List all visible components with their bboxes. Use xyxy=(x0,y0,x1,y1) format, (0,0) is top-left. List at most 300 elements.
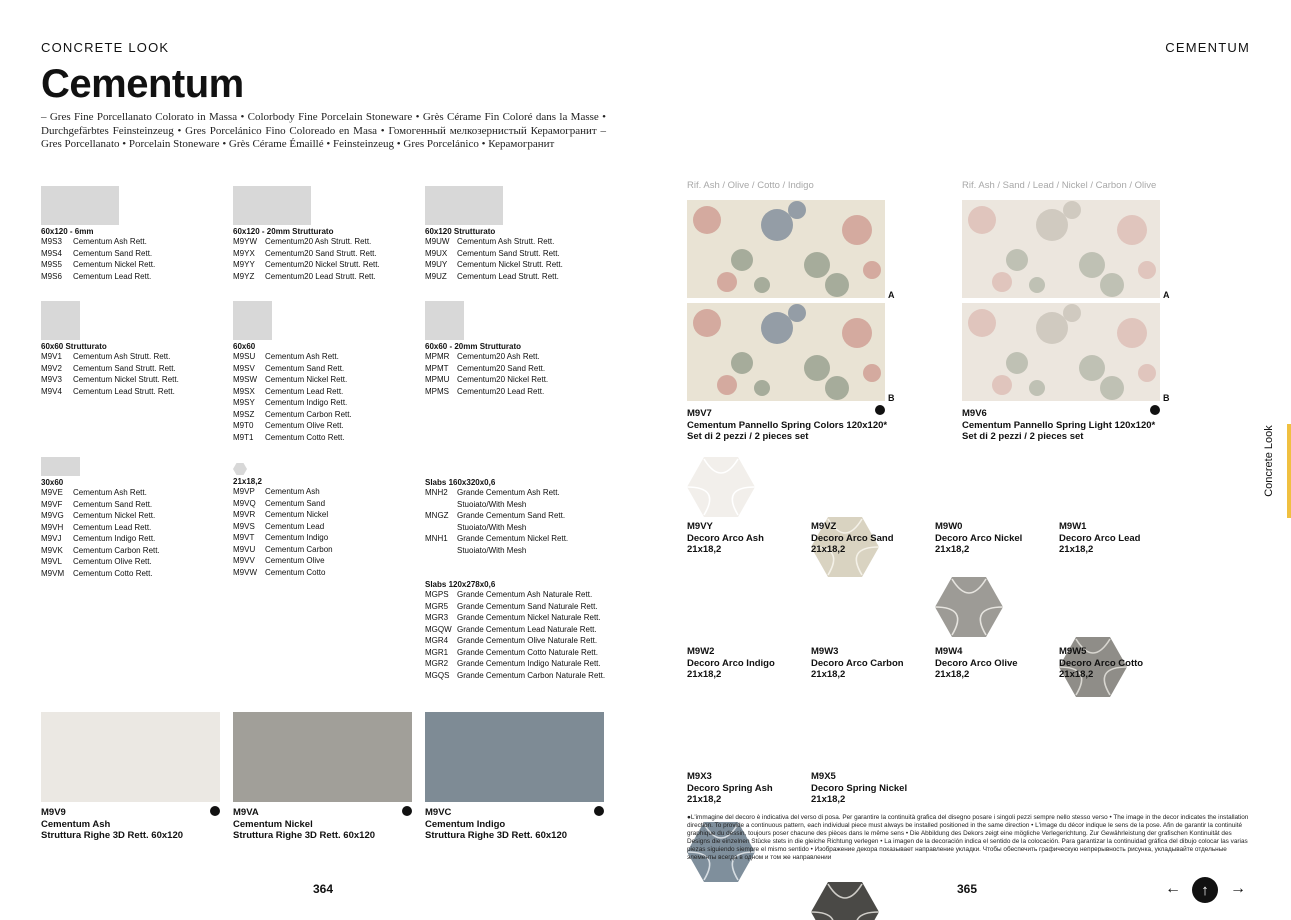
tile-description: Struttura Righe 3D Rett. 60x120 xyxy=(425,830,568,841)
product-name: Cementum20 Sand Strutt. Rett. xyxy=(265,248,377,258)
product-code: M9VU xyxy=(233,544,256,554)
direction-icon xyxy=(402,806,412,816)
product-list xyxy=(41,236,155,282)
decor-caption xyxy=(687,771,773,806)
decor-size: 21x18,2 xyxy=(1059,544,1094,555)
product-row xyxy=(233,432,352,444)
product-code: M9VH xyxy=(41,522,64,532)
product-name: Cementum Ash Rett. xyxy=(73,237,147,246)
product-row xyxy=(425,510,568,522)
decor-code: M9W5 xyxy=(1059,646,1087,657)
product-code: MGR3 xyxy=(425,613,449,622)
product-code: M9V2 xyxy=(41,363,62,373)
product-code: M9V3 xyxy=(41,375,62,384)
product-row xyxy=(233,498,333,510)
product-code: MPMR xyxy=(425,352,450,361)
product-list xyxy=(425,236,563,282)
product-code: MGPS xyxy=(425,590,449,599)
product-code: M9SX xyxy=(233,386,255,396)
decor-caption xyxy=(811,646,904,681)
product-name: Cementum Sand Rett. xyxy=(73,499,153,509)
panel-piece-a xyxy=(962,200,1160,298)
product-name: Cementum20 Ash Strutt. Rett. xyxy=(265,237,372,246)
panel-piece-b xyxy=(687,303,885,401)
section-label: CONCRETE LOOK xyxy=(41,40,170,55)
product-code: M9VJ xyxy=(41,534,62,543)
product-code: M9VL xyxy=(41,557,62,566)
product-row xyxy=(425,670,605,682)
product-name: Cementum20 Lead Rett. xyxy=(457,386,545,396)
decor-caption xyxy=(1059,521,1140,556)
product-code xyxy=(425,499,457,511)
product-name: Cementum Nickel Rett. xyxy=(73,260,156,269)
product-group xyxy=(425,478,568,556)
decor-size: 21x18,2 xyxy=(1059,669,1094,680)
arrow-up-icon: ↑ xyxy=(1201,881,1209,899)
format-swatch xyxy=(233,463,247,475)
decor-code: M9VY xyxy=(687,521,713,532)
group-title: 30x60 xyxy=(41,478,64,487)
product-name: Cementum Nickel Rett. xyxy=(265,375,348,384)
panel-reference: Rif. Ash / Sand / Lead / Nickel / Carbon / Olive xyxy=(962,180,1157,191)
tile-caption xyxy=(41,807,183,842)
product-name: Cementum Nickel Rett. xyxy=(73,511,156,520)
decor-code: M9W3 xyxy=(811,646,839,657)
product-row xyxy=(233,351,352,363)
product-row xyxy=(425,635,605,647)
format-swatch xyxy=(233,186,311,225)
tile-name: Cementum Ash xyxy=(41,818,111,830)
decor-caption xyxy=(687,521,764,556)
product-name: Grande Cementum Olive Naturale Rett. xyxy=(457,636,598,645)
product-name: Cementum Lead xyxy=(265,521,325,531)
product-name: Cementum Lead Rett. xyxy=(73,522,152,532)
page-number-left: 364 xyxy=(313,882,334,896)
direction-icon xyxy=(210,806,220,816)
scroll-top-button[interactable] xyxy=(1192,877,1218,903)
product-name: Grande Cementum Indigo Naturale Rett. xyxy=(457,659,601,668)
product-code: M9S4 xyxy=(41,248,62,258)
product-row xyxy=(41,545,160,557)
format-swatch xyxy=(233,301,272,340)
panel-set: Set di 2 pezzi / 2 pieces set xyxy=(962,431,1084,442)
panel-piece-a xyxy=(687,200,885,298)
product-row xyxy=(41,363,179,375)
panel-name: Cementum Pannello Spring Colors 120x120* xyxy=(687,419,888,431)
product-code: M9VG xyxy=(41,511,64,520)
product-group xyxy=(41,301,179,397)
product-name: Grande Cementum Sand Naturale Rett. xyxy=(457,601,598,611)
product-group xyxy=(233,301,352,443)
product-code: MPMT xyxy=(425,363,449,373)
product-code: M9YW xyxy=(233,237,257,246)
decor-code: M9W4 xyxy=(935,646,963,657)
product-row xyxy=(41,374,179,386)
product-code: M9SZ xyxy=(233,409,255,419)
product-name: Cementum Ash xyxy=(265,487,320,496)
product-name: Stuoiato/With Mesh xyxy=(457,545,527,555)
product-row xyxy=(41,271,155,283)
product-row xyxy=(41,487,160,499)
product-name: Cementum Cotto Rett. xyxy=(73,568,153,578)
product-code: M9T1 xyxy=(233,432,254,442)
product-name: Cementum Carbon xyxy=(265,544,333,554)
group-title: 60x60 xyxy=(233,342,256,351)
product-code: M9S3 xyxy=(41,237,62,246)
product-code: M9UX xyxy=(425,248,448,258)
product-list xyxy=(233,486,333,578)
next-page-button[interactable]: → xyxy=(1230,880,1246,897)
product-name: Cementum Lead Strutt. Rett. xyxy=(457,271,559,281)
product-name: Cementum Indigo Rett. xyxy=(265,398,348,407)
product-row xyxy=(425,363,548,375)
product-row xyxy=(233,544,333,556)
product-code: M9T0 xyxy=(233,421,254,430)
page-number-right: 365 xyxy=(957,882,978,896)
product-row xyxy=(425,499,568,511)
product-row xyxy=(425,271,563,283)
tile-caption xyxy=(425,807,567,842)
tile-caption xyxy=(233,807,375,842)
product-row xyxy=(233,386,352,398)
product-code: M9UY xyxy=(425,260,448,269)
product-code: M9VE xyxy=(41,488,63,497)
product-row xyxy=(425,612,605,624)
decor-code: M9X3 xyxy=(687,771,712,782)
product-row xyxy=(233,567,333,579)
tile-name: Cementum Indigo xyxy=(425,818,506,830)
product-code: M9UW xyxy=(425,237,450,246)
product-code: MGR5 xyxy=(425,601,449,611)
product-name: Cementum Carbon Rett. xyxy=(265,409,352,419)
decor-code: M9W0 xyxy=(935,521,963,532)
material-description: – Gres Fine Porcellanato Colorato in Massa • Colorbody Fine Porcelain Stoneware • Grès Cérame Fin Coloré dans la Masse • Durchgefärbtes Feinsteinzeug • Gres Porcelánico Fino Coloreado en Masa • Гомогенный мелкозернистый Керамогранит – Gres Porcellanato • Porcelain Stoneware • Grès Cérame Émaillé • Feinsteinzeug • Gres Porcelánico • Керамогранит xyxy=(41,111,606,150)
product-name: Cementum20 Sand Rett. xyxy=(457,363,546,373)
product-name: Cementum Indigo xyxy=(265,533,329,542)
product-name: Cementum20 Lead Strutt. Rett. xyxy=(265,271,376,281)
decor-size: 21x18,2 xyxy=(935,544,970,555)
installation-note: ●L'immagine del decoro è indicativa del verso di posa. Per garantire la continuità grafica del disegno posare i singoli pezzi sempre nello stesso verso • The image in the decor indicates the installation direction. To provide a continuous pattern, each individual piece must always be installed positioned in the same direction • L'image du décor indique le sens de la pose. Afin de garantir la continuité graphique du dessin, toujours poser chacune des pièces dans le même sens • Die Abbildung des Dekors zeigt eine mögliche Verlegerichtung. Zur Gewährleistung der grafischen Kontinuität des Designs die einzelnen Stücke stets in die gleiche Richtung verlegen • La imagen de la decoración indica el sentido de la colocación. Para garantizar la continuidad gráfica del dibujo colocar las varias piezas siguiendo siempre el mismo sentido • Изображение декора показывает направление укладки. Чтобы обеспечить графическую непрерывность рисунка, укладывайте отдельные элементы всегда в одном и том же направлении xyxy=(687,814,1249,861)
product-name: Cementum Olive Rett. xyxy=(73,557,152,566)
product-group xyxy=(425,580,605,681)
product-row xyxy=(233,259,380,271)
product-name: Cementum Cotto Rett. xyxy=(265,432,345,442)
product-code: MNGZ xyxy=(425,511,449,520)
product-code: M9SU xyxy=(233,352,256,361)
side-tab-label: Concrete Look xyxy=(1263,425,1275,497)
product-row xyxy=(425,522,568,534)
product-code: M9VT xyxy=(233,533,255,542)
collection-label: CEMENTUM xyxy=(1165,40,1250,55)
group-title: Slabs 160x320x0,6 xyxy=(425,478,496,487)
product-code: MGR4 xyxy=(425,636,449,645)
decor-caption xyxy=(1059,646,1143,681)
decor-caption xyxy=(811,521,894,556)
product-code: MGQW xyxy=(425,624,452,634)
decor-code: M9X5 xyxy=(811,771,836,782)
decor-size: 21x18,2 xyxy=(687,669,722,680)
product-row xyxy=(425,487,568,499)
format-swatch xyxy=(41,457,80,476)
product-code: M9V4 xyxy=(41,386,62,396)
decor-caption xyxy=(935,646,1018,681)
product-name: Cementum Ash Rett. xyxy=(265,352,339,361)
decor-name: Decoro Arco Carbon xyxy=(811,657,904,669)
decor-size: 21x18,2 xyxy=(811,794,846,805)
group-title: 60x120 - 6mm xyxy=(41,227,94,236)
product-code: M9VV xyxy=(233,556,255,565)
panel-mark: A xyxy=(1163,290,1170,300)
product-code: M9VW xyxy=(233,567,257,577)
product-name: Grande Cementum Nickel Rett. xyxy=(457,534,569,543)
direction-icon xyxy=(594,806,604,816)
decor-code: M9W2 xyxy=(687,646,715,657)
product-row xyxy=(425,374,548,386)
product-name: Grande Cementum Lead Naturale Rett. xyxy=(457,624,597,634)
product-row xyxy=(41,533,160,545)
decor-hex-tile xyxy=(687,457,755,517)
product-name: Cementum20 Nickel Strutt. Rett. xyxy=(265,260,380,269)
product-name: Cementum Olive xyxy=(265,556,325,565)
product-name: Cementum20 Ash Rett. xyxy=(457,352,540,361)
product-group xyxy=(41,457,160,579)
product-code: M9VF xyxy=(41,499,63,509)
tile-name: Cementum Nickel xyxy=(233,818,313,830)
decor-hex-tile xyxy=(935,577,1003,637)
product-name: Cementum Lead Rett. xyxy=(73,271,152,281)
product-row xyxy=(41,499,160,511)
product-row xyxy=(233,409,352,421)
product-name: Grande Cementum Ash Naturale Rett. xyxy=(457,590,593,599)
product-code: MGR2 xyxy=(425,659,449,668)
product-code: M9S6 xyxy=(41,271,62,281)
product-name: Cementum Lead Rett. xyxy=(265,386,344,396)
page-title: Cementum xyxy=(41,62,244,106)
group-title: 60x60 - 20mm Strutturato xyxy=(425,342,522,351)
product-name: Cementum Carbon Rett. xyxy=(73,545,160,555)
panel-mark: B xyxy=(1163,393,1170,403)
product-row xyxy=(41,248,155,260)
product-code: M9S5 xyxy=(41,260,62,269)
product-list xyxy=(41,351,179,397)
product-code xyxy=(425,545,457,557)
product-row xyxy=(41,510,160,522)
product-name: Cementum20 Nickel Rett. xyxy=(457,375,549,384)
product-row xyxy=(233,555,333,567)
product-name: Cementum Sand xyxy=(265,498,326,508)
product-list xyxy=(41,487,160,579)
product-row xyxy=(233,486,333,498)
product-name: Cementum Nickel Strutt. Rett. xyxy=(457,260,563,269)
product-group xyxy=(41,186,155,282)
decor-code: M9VZ xyxy=(811,521,837,532)
product-code xyxy=(425,522,457,534)
group-title: 60x120 - 20mm Strutturato xyxy=(233,227,334,236)
product-code: M9YZ xyxy=(233,271,255,281)
product-row xyxy=(425,545,568,557)
product-name: Cementum Nickel Strutt. Rett. xyxy=(73,375,179,384)
product-name: Cementum Ash Strutt. Rett. xyxy=(457,237,555,246)
format-swatch xyxy=(425,186,503,225)
product-name: Stuoiato/With Mesh xyxy=(457,522,527,532)
product-code: M9VP xyxy=(233,487,255,496)
product-name: Cementum Olive Rett. xyxy=(265,421,344,430)
product-list xyxy=(425,589,605,681)
prev-page-button[interactable]: ← xyxy=(1165,880,1181,897)
panel-mark: B xyxy=(888,393,895,403)
product-code: M9V1 xyxy=(41,352,62,361)
product-row xyxy=(425,236,563,248)
product-code: M9YY xyxy=(233,260,255,269)
product-code: M9VM xyxy=(41,568,65,578)
panel-piece-b xyxy=(962,303,1160,401)
product-row xyxy=(233,532,333,544)
group-title: Slabs 120x278x0,6 xyxy=(425,580,496,589)
product-name: Grande Cementum Carbon Naturale Rett. xyxy=(457,670,606,680)
product-row xyxy=(233,236,380,248)
product-name: Cementum Nickel xyxy=(265,510,329,519)
product-group xyxy=(233,463,333,578)
panel-caption xyxy=(687,408,887,443)
product-row xyxy=(41,522,160,534)
product-row xyxy=(233,397,352,409)
product-name: Cementum Sand Strutt. Rett. xyxy=(73,363,176,373)
product-name: Grande Cementum Sand Rett. xyxy=(457,511,566,520)
decor-name: Decoro Arco Ash xyxy=(687,532,764,544)
panel-caption xyxy=(962,408,1155,443)
product-row xyxy=(425,259,563,271)
tile-image xyxy=(233,712,412,802)
decor-name: Decoro Arco Olive xyxy=(935,657,1018,669)
panel-mark: A xyxy=(888,290,895,300)
panel-code: M9V6 xyxy=(962,408,987,419)
product-code: MGR1 xyxy=(425,647,449,657)
product-code: MNH1 xyxy=(425,534,448,543)
tile-image xyxy=(425,712,604,802)
product-code: M9SV xyxy=(233,363,255,373)
group-title: 60x60 Strutturato xyxy=(41,342,107,351)
product-name: Grande Cementum Nickel Naturale Rett. xyxy=(457,613,601,622)
panel-set: Set di 2 pezzi / 2 pieces set xyxy=(687,431,809,442)
direction-icon xyxy=(875,405,885,415)
product-list xyxy=(233,351,352,443)
decor-caption xyxy=(811,771,907,806)
product-name: Cementum Sand Rett. xyxy=(73,248,153,258)
product-code: MGQS xyxy=(425,670,450,680)
tile-image xyxy=(41,712,220,802)
product-row xyxy=(41,259,155,271)
product-row xyxy=(41,236,155,248)
decor-caption xyxy=(935,521,1022,556)
panel-code: M9V7 xyxy=(687,408,712,419)
decor-size: 21x18,2 xyxy=(811,544,846,555)
product-code: MNH2 xyxy=(425,488,448,497)
product-row xyxy=(233,420,352,432)
product-row xyxy=(41,568,160,580)
product-code: M9YX xyxy=(233,248,255,258)
product-row xyxy=(41,351,179,363)
group-title: 21x18,2 xyxy=(233,477,262,486)
product-row xyxy=(425,658,605,670)
product-group xyxy=(425,301,548,397)
side-tab-accent xyxy=(1287,424,1291,518)
product-code: MPMU xyxy=(425,375,450,384)
panel-name: Cementum Pannello Spring Light 120x120* xyxy=(962,419,1156,431)
decor-name: Decoro Arco Lead xyxy=(1059,532,1141,544)
product-row xyxy=(233,521,333,533)
product-row xyxy=(425,386,548,398)
decor-name: Decoro Arco Sand xyxy=(811,532,894,544)
decor-hex-tile xyxy=(811,882,879,920)
product-row xyxy=(425,624,605,636)
decor-name: Decoro Arco Indigo xyxy=(687,657,775,669)
product-row xyxy=(41,386,179,398)
decor-size: 21x18,2 xyxy=(687,794,722,805)
panel-reference: Rif. Ash / Olive / Cotto / Indigo xyxy=(687,180,814,191)
product-row xyxy=(425,589,605,601)
product-name: Grande Cementum Ash Rett. xyxy=(457,488,560,497)
product-group xyxy=(425,186,563,282)
product-row xyxy=(233,374,352,386)
product-list xyxy=(425,351,548,397)
tile-description: Struttura Righe 3D Rett. 60x120 xyxy=(41,830,184,841)
decor-size: 21x18,2 xyxy=(935,669,970,680)
product-code: M9VS xyxy=(233,521,255,531)
format-swatch xyxy=(41,186,119,225)
tile-code: M9VC xyxy=(425,807,452,818)
product-row xyxy=(233,509,333,521)
product-row xyxy=(425,601,605,613)
tile-code: M9VA xyxy=(233,807,259,818)
decor-name: Decoro Arco Nickel xyxy=(935,532,1023,544)
product-name: Grande Cementum Cotto Naturale Rett. xyxy=(457,647,598,657)
product-row xyxy=(233,248,380,260)
product-code: M9VK xyxy=(41,545,63,555)
decor-name: Decoro Arco Cotto xyxy=(1059,657,1144,669)
product-row xyxy=(425,248,563,260)
decor-size: 21x18,2 xyxy=(811,669,846,680)
product-name: Cementum Indigo Rett. xyxy=(73,534,156,543)
product-name: Cementum Sand Rett. xyxy=(265,363,345,373)
product-list xyxy=(425,487,568,556)
product-code: M9SY xyxy=(233,398,255,407)
product-name: Cementum Sand Strutt. Rett. xyxy=(457,248,560,258)
group-title: 60x120 Strutturato xyxy=(425,227,496,236)
product-name: Stuoiato/With Mesh xyxy=(457,499,527,509)
product-list xyxy=(233,236,380,282)
product-row xyxy=(233,363,352,375)
product-code: M9VQ xyxy=(233,498,256,508)
product-name: Cementum Lead Strutt. Rett. xyxy=(73,386,175,396)
tile-description: Struttura Righe 3D Rett. 60x120 xyxy=(233,830,376,841)
product-name: Cementum Ash Rett. xyxy=(73,488,147,497)
product-code: M9VR xyxy=(233,510,256,519)
product-row xyxy=(233,271,380,283)
product-code: MPMS xyxy=(425,386,449,396)
decor-caption xyxy=(687,646,775,681)
direction-icon xyxy=(1150,405,1160,415)
tile-code: M9V9 xyxy=(41,807,66,818)
decor-name: Decoro Spring Nickel xyxy=(811,782,908,794)
decor-size: 21x18,2 xyxy=(687,544,722,555)
product-row xyxy=(425,351,548,363)
product-name: Cementum Ash Strutt. Rett. xyxy=(73,352,171,361)
product-name: Cementum Cotto xyxy=(265,567,326,577)
product-group xyxy=(233,186,380,282)
format-swatch xyxy=(41,301,80,340)
side-tab-concrete-look[interactable] xyxy=(1260,424,1291,518)
product-row xyxy=(425,647,605,659)
